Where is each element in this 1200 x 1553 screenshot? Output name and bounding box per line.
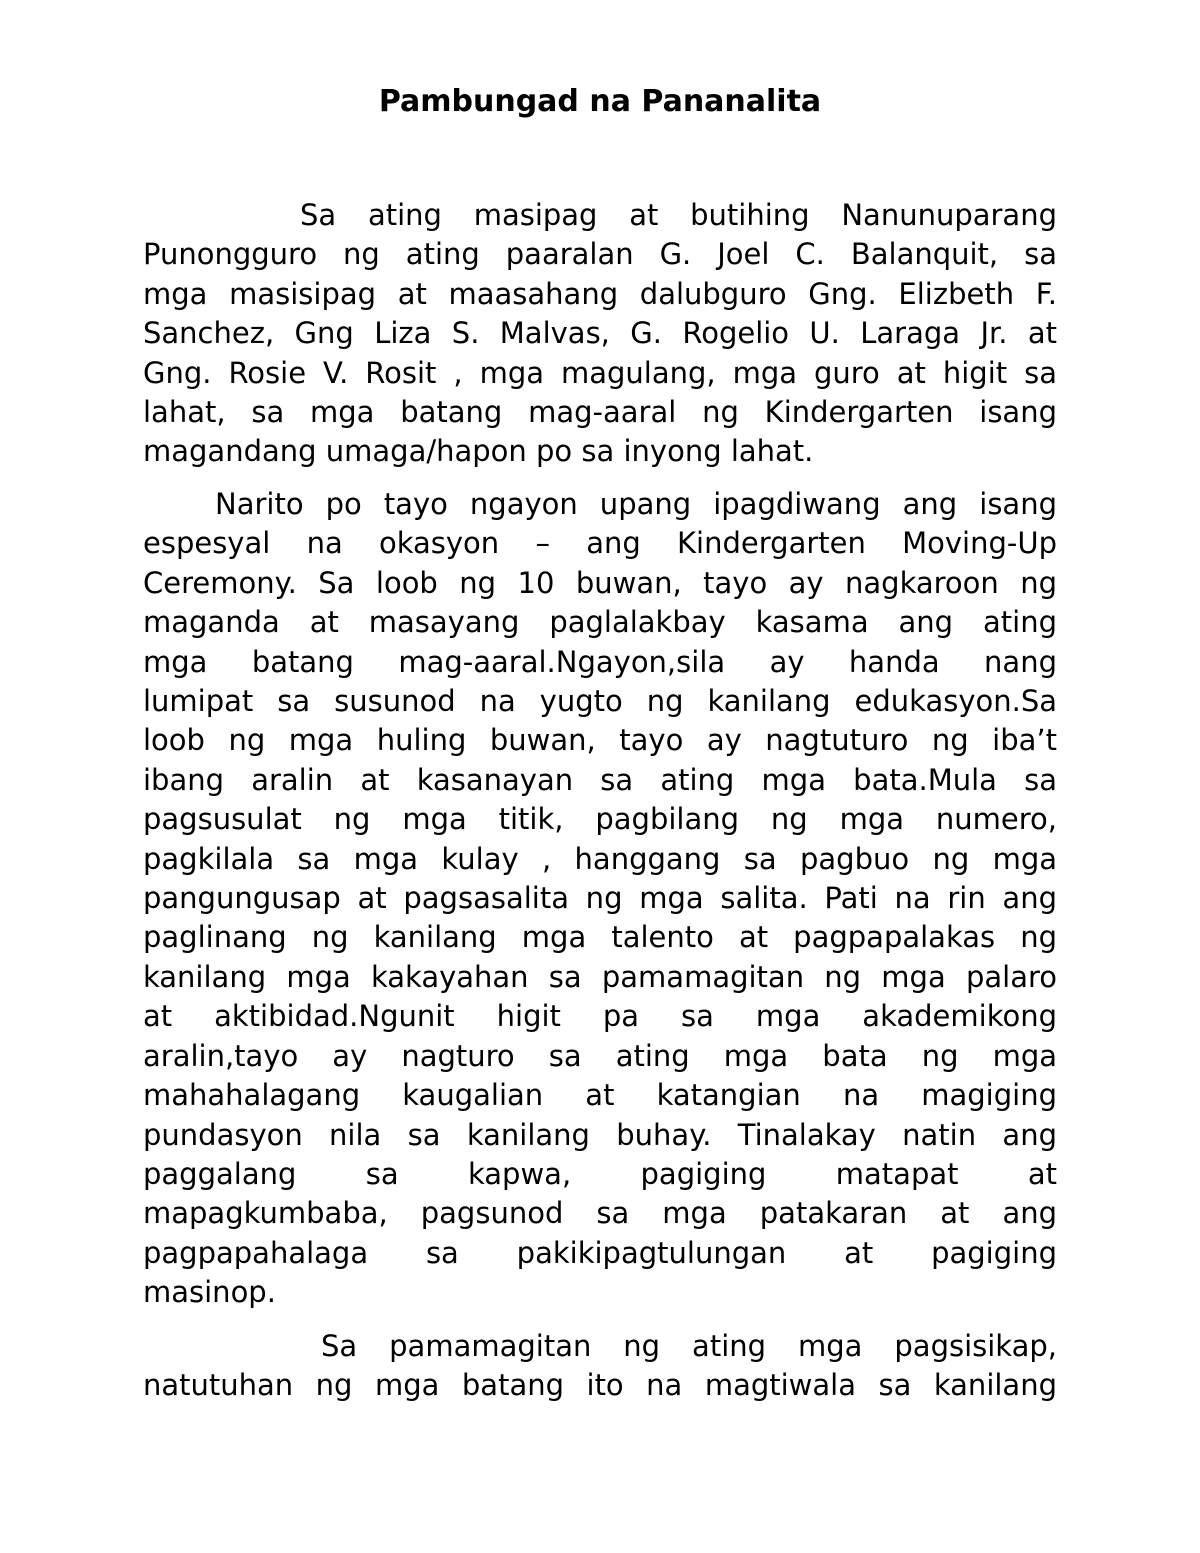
text-line: lumipat sa susunod na yugto ng kanilang edukasyon.Sa [143,684,1057,719]
text-line: pundasyon nila sa kanilang buhay. Tinalakay natin ang [143,1117,1057,1152]
text-line: loob ng mga huling buwan, tayo ay nagtuturo ng iba’t [143,723,1057,758]
text-line: masinop. [143,1275,276,1310]
paragraph-1 [143,196,1057,472]
text-line: ibang aralin at kasanayan sa ating mga bata.Mula sa [143,762,1057,797]
text-line: aralin,tayo ay nagturo sa ating mga bata ng mga [143,1038,1057,1073]
text-line: Sanchez, Gng Liza S. Malvas, G. Rogelio U. Laraga Jr. at [143,316,1057,351]
text-line: Punongguro ng ating paaralan G. Joel C. Balanquit, sa [143,237,1057,272]
text-line: pagsusulat ng mga titik, pagbilang ng mga numero, [143,802,1057,837]
text-line: Gng. Rosie V. Rosit , mga magulang, mga guro at higit sa [143,355,1057,390]
text-line: natutuhan ng mga batang ito na magtiwala sa kanilang [143,1368,1057,1403]
text-line: maganda at masayang paglalakbay kasama ang ating [143,605,1057,640]
text-line: paggalang sa kapwa, pagiging matapat at [143,1156,1057,1191]
paragraph-3 [143,1327,1057,1406]
text-line: lahat, sa mga batang mag-aaral ng Kindergarten isang [143,395,1057,430]
text-line: Ceremony. Sa loob ng 10 buwan, tayo ay nagkaroon ng [143,565,1057,600]
document-title: Pambungad na Pananalita [378,84,822,119]
text-line: Narito po tayo ngayon upang ipagdiwang ang isang [215,487,1057,521]
text-line: paglinang ng kanilang mga talento at pagpapalakas ng [143,920,1057,955]
text-line: pagpapahalaga sa pakikipagtulungan at pagiging [143,1235,1057,1270]
text-line: pangungusap at pagsasalita ng mga salita. Pati na rin ang [143,881,1057,916]
text-line: pagkilala sa mga kulay , hanggang sa pagbuo ng mga [143,841,1057,876]
text-line: magandang umaga/hapon po sa inyong lahat. [143,434,814,469]
text-line: kanilang mga kakayahan sa pamamagitan ng mga palaro [143,959,1057,994]
text-line: mga batang mag-aaral.Ngayon,sila ay handa nang [143,644,1057,679]
text-line: mahahalagang kaugalian at katangian na magiging [143,1078,1057,1113]
text-line: mapagkumbaba, pagsunod sa mga patakaran at ang [143,1196,1057,1231]
text-line: espesyal na okasyon – ang Kindergarten Moving-Up [143,526,1057,561]
text-line: Sa ating masipag at butihing Nanunuparang [300,198,1057,232]
text-line: mga masisipag at maasahang dalubguro Gng. Elizbeth F. [143,276,1057,311]
text-line: Sa pamamagitan ng ating mga pagsisikap, [321,1329,1057,1363]
text-line: at aktibidad.Ngunit higit pa sa mga akademikong [143,999,1057,1034]
paragraph-2 [143,485,1057,1313]
